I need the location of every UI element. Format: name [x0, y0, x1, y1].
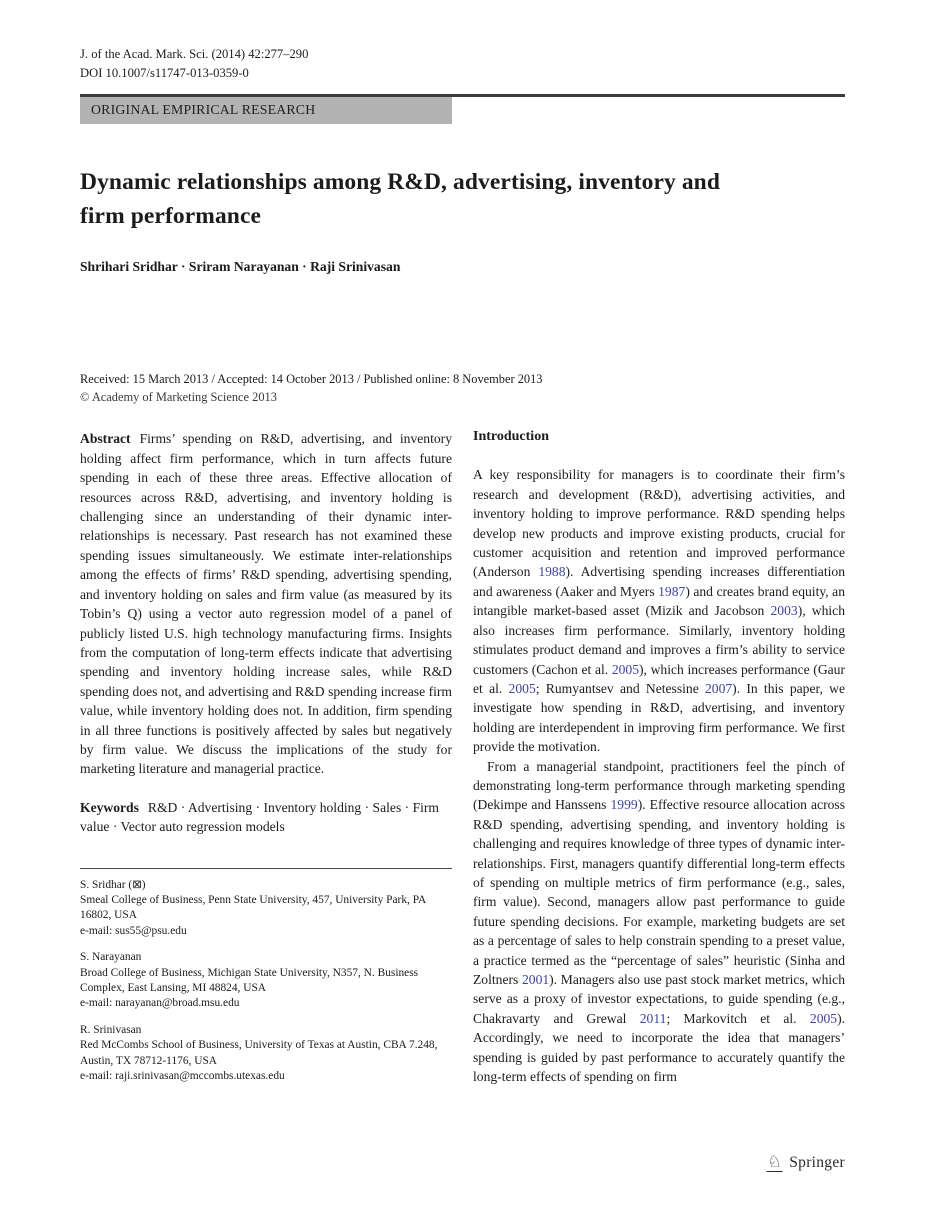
paper-title: Dynamic relationships among R&D, advertising, inventory and firm performance [80, 168, 721, 229]
abstract-text: Firms’ spending on R&D, advertising, and inventory holding affect firm performance, which in turn affects future spending in each of these three areas. Effective allocation of resources across R&D, advertising, and inventory holding is challenging since an understanding of their dynamic inter-relationships is necessary. Past research has not examined these spending issues simultaneously. We estimate inter-relationships among the effects of firms’ R&D spending, advertising spending, and inventory holding on sales and firm value (as measured by its Tobin’s Q) using a vector auto regression model of a panel of publicly listed U.S. high technology manufacturing firms. Insights from the computation of long-term effects indicate that advertising spending and inventory holding increase sales, while R&D spending does not, and advertising and R&D spending increase firm value, while inventory holding does not. In addition, firm spending in all three functions is positively affected by sales but negatively by firm value. We discuss the implications of the study for marketing literature and managerial practice. [80, 431, 452, 777]
affiliation-item [80, 1023, 452, 1085]
publisher-footer [766, 1153, 845, 1172]
introduction-paragraph-1 [473, 465, 845, 756]
author-email: e-mail: narayanan@broad.msu.edu [80, 997, 240, 1010]
citation-link[interactable]: 2005 [611, 661, 640, 677]
text-run: ). Advertising spending increases differentiation and awareness (Aaker and Myers [473, 564, 845, 599]
text-run: ). Accordingly, we need to incorporate the idea that managers’ spending is guided by past performance to accurately quantify the long-term effects of spending on firm [473, 1010, 846, 1085]
publisher-name: Springer [789, 1153, 845, 1171]
article-type-label: ORIGINAL EMPIRICAL RESEARCH [91, 102, 316, 118]
keywords-paragraph [80, 798, 452, 837]
affiliation-text: Smeal College of Business, Penn State University, 457, University Park, PA 16802, USA [80, 893, 426, 922]
citation-link[interactable]: 2001 [521, 972, 550, 987]
text-run: ). Effective resource allocation across R&D spending, advertising spending, and inventory holding is challenging and requires knowledge of three types of dynamic inter-relationships. First, managers quantify differential long-term effects of spending on multiple metrics of firm performance (e.g., sales, firm value). Second, managers allow past performance to guide future spending decisions. For example, marketing budgets are set as a percentage of sales to help constrain spending to a preset value, a practice termed as the “percentage of sales” heuristic (Sinha and Zoltners [473, 797, 845, 987]
text-run: ) and creates brand equity, an intangible market-based asset (Mizik and Jacobson [473, 583, 846, 619]
author-name: S. Narayanan [80, 951, 142, 964]
citation-link[interactable]: 1988 [538, 564, 566, 580]
author-name: R. Srinivasan [80, 1023, 142, 1036]
keywords-label: Keywords [80, 799, 139, 815]
doi-line: DOI 10.1007/s11747-013-0359-0 [80, 65, 249, 80]
author-affiliations-footnote [80, 868, 452, 1085]
text-run: A key responsibility for managers is to coordinate their firm’s research and development (R&D), advertising activities, and inventory holding to improve performance. R&D spending helps develop new products and improve existing products, crucial for customer acquisition and retention and improved performance (Anderson [473, 467, 845, 580]
text-run: ), which also increases firm performance. Similarly, inventory holding stimulates product demand and improves a firm’s ability to service customers (Cachon et al. [473, 603, 846, 677]
left-column [80, 429, 452, 1086]
text-run: ; Markovitch et al. [666, 1010, 810, 1026]
citation-link[interactable]: 2003 [770, 603, 798, 619]
abstract-paragraph [80, 429, 452, 778]
text-run: From a managerial standpoint, practitioners feel the pinch of demonstrating long-term performance through marketing spending (Dekimpe and Hanssens [473, 758, 845, 813]
introduction-paragraph-2 [473, 757, 845, 1087]
citation-link[interactable]: 1999 [610, 797, 638, 813]
author-email: e-mail: raji.srinivasan@mccombs.utexas.edu [80, 1070, 285, 1083]
text-run: ). In this paper, we investigate how spending in R&D, advertising, and inventory holding are interdependent in improving firm performance. We first provide the motivation. [473, 680, 845, 755]
right-column [473, 429, 845, 1086]
introduction-heading: Introduction [473, 429, 549, 445]
citation-link[interactable]: 2007 [704, 680, 733, 696]
corresponding-author-name: S. Sridhar (⊠) [80, 878, 146, 891]
citation-link[interactable]: 2005 [809, 1010, 838, 1026]
springer-horse-icon: ♘ [767, 1152, 782, 1171]
affiliation-text: Broad College of Business, Michigan State University, N357, N. Business Complex, East Lansing, MI 48824, USA [80, 966, 419, 994]
text-run: ). Managers also use past stock market metrics, which serve as a proxy of investor expectations, to guide spending (e.g., Chakravarty and Grewal [473, 972, 845, 1026]
article-type-banner [80, 97, 452, 124]
received-accepted-line: Received: 15 March 2013 / Accepted: 14 October 2013 / Published online: 8 November 2013 [80, 372, 543, 387]
affiliation-item [80, 950, 452, 1012]
journal-reference: J. of the Acad. Mark. Sci. (2014) 42:277–290 [80, 47, 309, 61]
citation-link[interactable]: 1987 [658, 583, 686, 599]
abstract-label: Abstract [80, 431, 131, 447]
text-run: ), which increases performance (Gaur et al. [473, 661, 845, 696]
keywords-text: R&D · Advertising · Inventory holding · Sales · Firm value · Vector auto regression models [80, 799, 440, 835]
author-email: e-mail: sus55@psu.edu [80, 924, 187, 937]
affiliation-text: Red McCombs School of Business, University of Texas at Austin, CBA 7.248, Austin, TX 78712-1176, USA [80, 1039, 438, 1067]
two-column-body [80, 429, 845, 1086]
citation-link[interactable]: 2011 [639, 1010, 667, 1026]
author-names: Shrihari Sridhar · Sriram Narayanan · Raji Srinivasan [80, 259, 401, 275]
text-run: ; Rumyantsev and Netessine [535, 680, 705, 696]
copyright-line: © Academy of Marketing Science 2013 [80, 390, 277, 405]
affiliation-item [80, 878, 452, 940]
citation-link[interactable]: 2005 [508, 680, 536, 696]
